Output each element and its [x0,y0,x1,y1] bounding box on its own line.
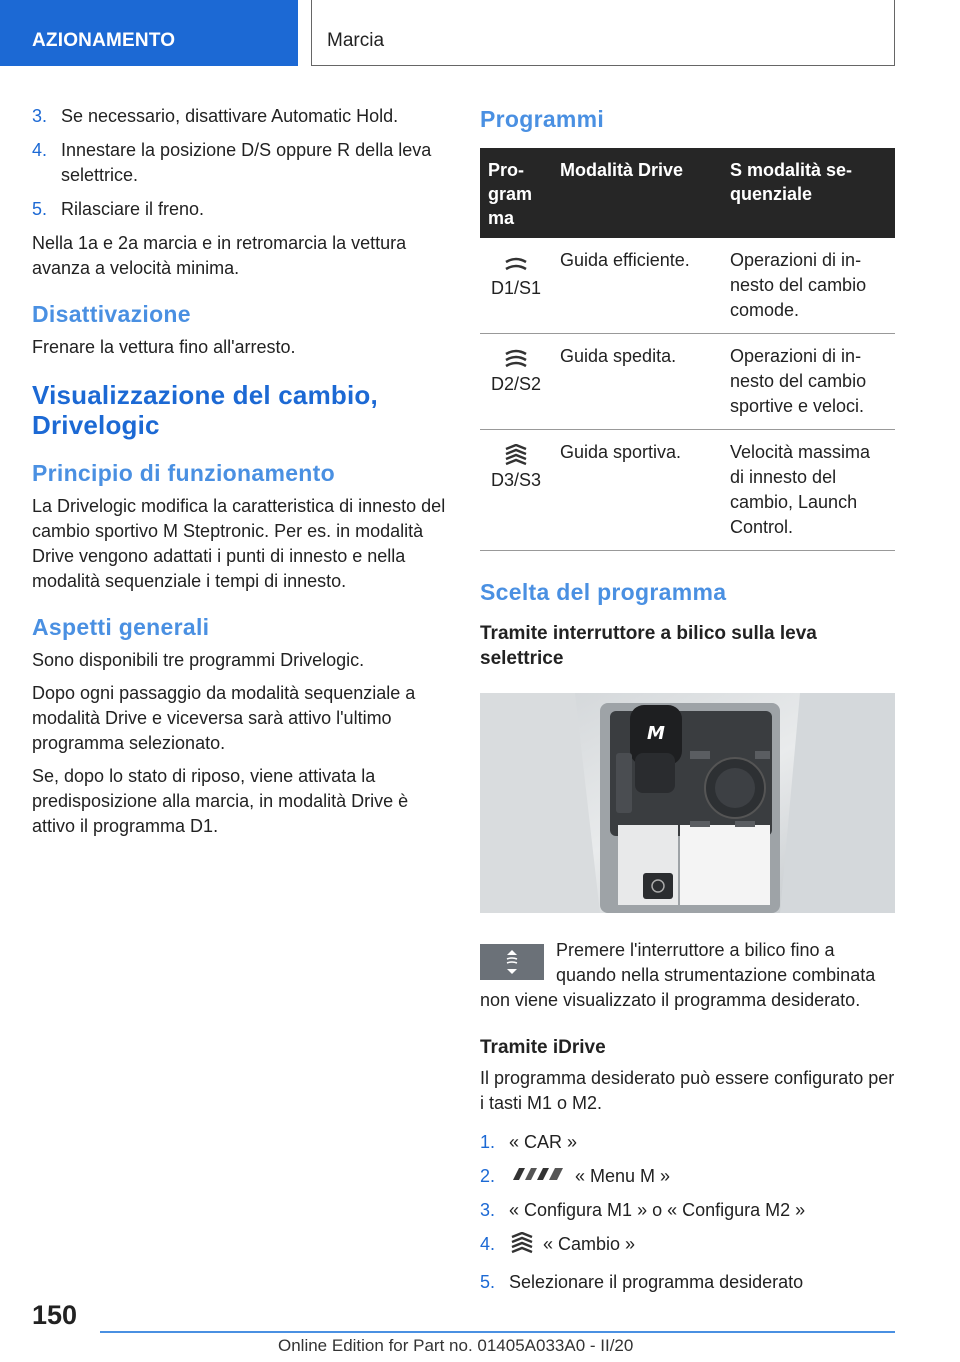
paragraph: Dopo ogni passaggio da modalità sequenziale a modalità Drive e viceversa sarà attivo l'ultimo programma selezionato. [32,683,416,753]
paragraph: Nella 1a e 2a marcia e in retromarcia la vettura avanza a velocità minima. [32,233,407,278]
table-row [480,334,895,430]
edition-note: Online Edition for Part no. 01405A033A0 - II/20 [278,1336,634,1355]
list-item: 5. Selezionare il programma desiderato [480,1272,804,1292]
drivelogic-3-icon [502,444,530,466]
rocker-switch-icon [480,944,544,980]
col-header-drive: Modalità Drive [552,148,722,238]
list-item: 3. « Configura M1 » o « Configura M2 » [480,1200,806,1220]
seq-cell: Velocità massima di innesto del cambio, Launch Control. [722,430,895,551]
program-cell: D3/S3 [480,430,552,551]
list-item: 4. Innestare la posizione D/S oppure R della leva selettrice. [32,140,432,185]
step-list-right [480,1130,895,1295]
list-item: 3. Se necessario, disattivare Automatic Hold. [32,106,399,126]
program-cell: D2/S2 [480,334,552,430]
list-item: 2. « Menu M » [480,1164,895,1189]
heading-visualizzazione: Visualizzazione del cambio, Drivelogic [32,380,378,440]
heading-disattivazione: Disattivazione [32,301,191,327]
drivelogic-2-icon [502,348,530,370]
footer-divider [100,1331,895,1333]
chapter-title: Marcia [311,0,895,66]
table-header-row [480,148,895,238]
section-tab: AZIONAMENTO [0,0,298,66]
list-item: 4. « Cambio » [480,1232,895,1261]
m-logo-icon [509,1164,567,1189]
seq-cell: Operazioni di in-nesto del cambio comode. [722,238,895,334]
page-header [0,0,960,66]
col-header-program: Pro-gram ma [480,148,552,238]
heading-programmi: Programmi [480,106,605,132]
heading-scelta: Scelta del programma [480,579,727,605]
paragraph: Se, dopo lo stato di riposo, viene attivata la predisposizione alla marcia, in modalità Drive è attivo il programma D1. [32,766,409,836]
seq-cell: Operazioni di in-nesto del cambio sportive e veloci. [722,334,895,430]
subheading-idrive: Tramite iDrive [480,1037,606,1058]
rocker-instruction [480,938,895,1013]
drive-cell: Guida efficiente. [552,238,722,334]
heading-aspetti: Aspetti generali [32,614,210,640]
drive-cell: Guida sportiva. [552,430,722,551]
subheading-rocker: Tramite interruttore a bilico sulla leva selettrice [480,623,817,669]
center-console-photo [480,693,895,913]
left-column [32,104,447,847]
page-number: 150 [32,1300,78,1330]
svg-text:M: M [647,723,665,744]
paragraph: Frenare la vettura fino all'arresto. [32,337,296,357]
paragraph: La Drivelogic modifica la caratteristica di innesto del cambio sportivo M Steptronic. Per es. in modalità Drive vengono adattati i punti di innesto e nella modalità sequenziale i tempi di innesto. [32,496,446,591]
drive-cell: Guida spedita. [552,334,722,430]
col-header-seq: S modalità se-quenziale [722,148,895,238]
list-item: 1. « CAR » [480,1132,578,1152]
program-table [480,148,895,551]
paragraph: Premere l'interruttore a bilico fino a quando nella strumentazione combinata non viene visualizzato il programma desiderato. [480,940,876,1010]
step-list-left [32,104,447,222]
right-column [480,104,895,1304]
table-row [480,430,895,551]
table-row [480,238,895,334]
program-cell: D1/S1 [480,238,552,334]
heading-principio: Principio di funzionamento [32,460,335,486]
drivelogic-icon [509,1232,535,1261]
paragraph: Sono disponibili tre programmi Drivelogic. [32,650,365,670]
list-item: 5. Rilasciare il freno. [32,199,205,219]
paragraph: Il programma desiderato può essere configurato per i tasti M1 o M2. [480,1068,895,1113]
drivelogic-1-icon [502,252,530,274]
